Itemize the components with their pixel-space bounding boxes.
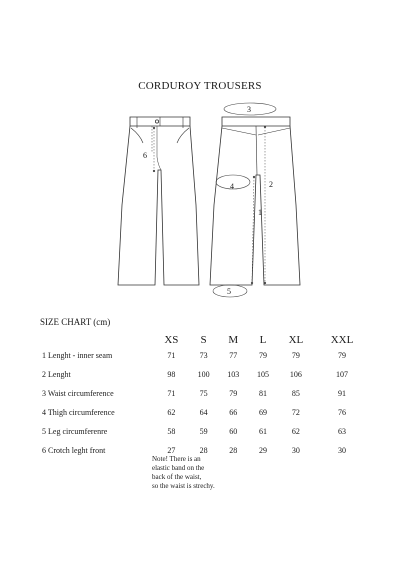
measurement-6 (153, 127, 155, 172)
note-line: back of the waist, (152, 473, 202, 481)
front-button (155, 120, 158, 123)
table-row (40, 422, 370, 441)
size-header: L (259, 334, 267, 346)
measurement-value: 81 (258, 389, 267, 398)
measurement-value: 63 (338, 427, 347, 436)
marker-3: 3 (247, 105, 251, 114)
front-view-trousers (118, 117, 199, 285)
table-row (40, 403, 370, 422)
trousers-diagram-svg (0, 95, 400, 305)
measurement-label: 3 Waist circumference (42, 389, 114, 398)
measurement-value: 72 (291, 408, 300, 417)
front-outline (118, 126, 199, 285)
measurement-label: 5 Leg circumferenre (42, 427, 108, 436)
measurement-value: 28 (199, 446, 208, 455)
size-header: XXL (330, 334, 354, 346)
measurement-2 (264, 126, 266, 284)
measurement-value: 73 (199, 351, 208, 360)
measurement-value: 30 (291, 446, 300, 455)
measurement-value: 71 (167, 351, 176, 360)
marker-2: 2 (269, 180, 273, 189)
measurement-value: 103 (227, 370, 240, 379)
size-header: S (200, 334, 207, 346)
measurement-label: 2 Lenght (42, 370, 71, 379)
measurement-value: 105 (256, 370, 269, 379)
marker-4: 4 (230, 182, 234, 191)
size-header: XL (288, 334, 304, 346)
measurement-value: 77 (229, 351, 238, 360)
note-line: Note! There is an (152, 455, 201, 463)
measurement-value: 98 (167, 370, 176, 379)
back-outline (210, 126, 300, 285)
back-center-seam (256, 126, 257, 175)
measurement-value: 75 (199, 389, 208, 398)
measurement-value: 62 (167, 408, 176, 417)
measurement-value: 85 (291, 389, 300, 398)
measurement-value: 29 (258, 446, 267, 455)
measurement-value: 100 (197, 370, 210, 379)
measurement-label: 6 Crotch leght front (42, 446, 106, 455)
size-chart-table (40, 322, 370, 460)
back-view-trousers (210, 117, 300, 285)
measurement-value: 76 (338, 408, 347, 417)
front-right-pocket (177, 128, 189, 143)
measurement-value: 71 (167, 389, 176, 398)
marker-6: 6 (143, 151, 147, 160)
trousers-diagram (0, 95, 400, 305)
size-chart-label: SIZE CHART (cm) (40, 317, 111, 327)
table-row (40, 365, 370, 384)
measurement-value: 28 (229, 446, 238, 455)
measurement-value: 79 (291, 351, 300, 360)
front-fly (157, 126, 161, 170)
measurement-value: 30 (338, 446, 347, 455)
measurement-value: 60 (229, 427, 238, 436)
measurement-value: 66 (229, 408, 238, 417)
measurement-value: 106 (289, 370, 302, 379)
table-row (40, 346, 370, 365)
back-waistband (222, 117, 290, 126)
marker-5: 5 (227, 287, 231, 296)
waist-note (152, 455, 252, 491)
size-header-row (40, 322, 370, 346)
measurement-value: 58 (167, 427, 176, 436)
front-left-pocket (131, 128, 143, 143)
measurement-value: 62 (291, 427, 300, 436)
size-header: M (228, 334, 239, 346)
measurement-value: 69 (258, 408, 267, 417)
measurement-value: 91 (338, 389, 347, 398)
note-line: elastic band on the (152, 464, 205, 472)
measurement-value: 27 (167, 446, 176, 455)
measurement-value: 107 (336, 370, 349, 379)
measurement-value: 59 (199, 427, 208, 436)
measurement-value: 79 (229, 389, 238, 398)
marker-1: 1 (258, 208, 262, 217)
header-spacer (40, 322, 154, 346)
size-header: XS (164, 334, 179, 346)
measurement-value: 79 (258, 351, 267, 360)
measurement-label: 4 Thigh circumference (42, 408, 115, 417)
measurement-label: 1 Lenght - inner seam (42, 351, 113, 360)
note-line: so the waist is strechy. (152, 482, 215, 490)
measurement-value: 79 (338, 351, 347, 360)
measurement-value: 61 (258, 427, 267, 436)
page-title: CORDUROY TROUSERS (138, 80, 262, 92)
measurement-value: 64 (199, 408, 208, 417)
table-row (40, 384, 370, 403)
